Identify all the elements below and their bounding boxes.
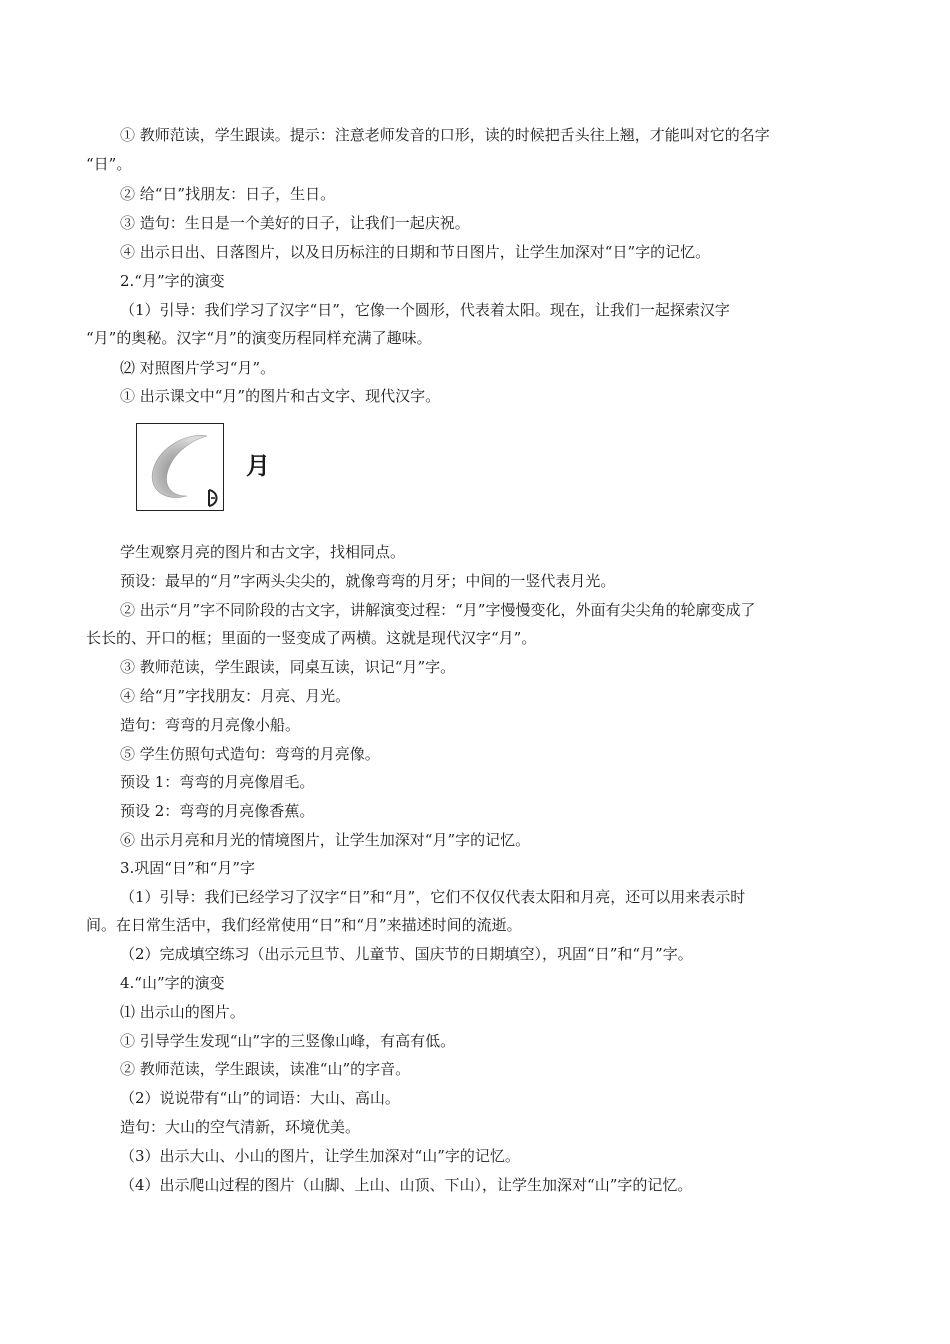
- paragraph-line: 造句：大山的空气清新，环境优美。: [120, 1118, 361, 1136]
- paragraph-line: ② 教师范读，学生跟读，读准“山”的字音。: [120, 1060, 411, 1078]
- paragraph-line: “日”。: [86, 155, 132, 173]
- paragraph-line: ⑤ 学生仿照句式造句：弯弯的月亮像。: [120, 745, 380, 763]
- paragraph-line: （1）引导：我们已经学习了汉字“日”和“月”，它们不仅仅代表太阳和月亮，还可以用来表示时: [120, 888, 746, 906]
- paragraph-line: ③ 造句：生日是一个美好的日子，让我们一起庆祝。: [120, 214, 470, 232]
- paragraph-line: ① 教师范读，学生跟读。提示：注意老师发音的口形，读的时候把舌头往上翘，才能叫对它的名字: [120, 126, 770, 144]
- paragraph-line: （1）引导：我们学习了汉字“日”，它像一个圆形，代表着太阳。现在，让我们一起探索汉字: [120, 301, 730, 319]
- paragraph-line: 预设：最早的“月”字两头尖尖的，就像弯弯的月牙；中间的一竖代表月光。: [120, 572, 616, 590]
- paragraph-line: ⑵ 对照图片学习“月”。: [120, 359, 276, 377]
- modern-character: 月: [246, 452, 270, 480]
- paragraph-line: ② 出示“月”字不同阶段的古文字，讲解演变过程：“月”字慢慢变化，外面有尖尖角的轮廓变成了: [120, 601, 756, 619]
- paragraph-line: （3）出示大山、小山的图片，让学生加深对“山”字的记忆。: [120, 1147, 520, 1165]
- paragraph-line: 预设 1：弯弯的月亮像眉毛。: [120, 773, 315, 791]
- section-heading: 3.巩固“日”和“月”字: [120, 859, 255, 877]
- paragraph-line: ③ 教师范读，学生跟读，同桌互读，识记“月”字。: [120, 658, 456, 676]
- paragraph-line: ⑴ 出示山的图片。: [120, 1003, 245, 1021]
- paragraph-line: 间。在日常生活中，我们经常使用“日”和“月”来描述时间的流逝。: [86, 916, 522, 934]
- paragraph-line: ① 引导学生发现“山”字的三竖像山峰，有高有低。: [120, 1032, 456, 1050]
- paragraph-line: ④ 出示日出、日落图片，以及日历标注的日期和节日图片，让学生加深对“日”字的记忆。: [120, 243, 711, 261]
- paragraph-line: ① 出示课文中“月”的图片和古文字、现代汉字。: [120, 387, 441, 405]
- paragraph-line: ② 给“日”找朋友：日子，生日。: [120, 185, 336, 203]
- paragraph-line: 学生观察月亮的图片和古文字，找相同点。: [120, 543, 406, 561]
- paragraph-line: “月”的奥秘。汉字“月”的演变历程同样充满了趣味。: [86, 329, 432, 347]
- paragraph-line: ④ 给“月”字找朋友：月亮、月光。: [120, 687, 351, 705]
- moon-picture: [136, 423, 224, 511]
- paragraph-line: （4）出示爬山过程的图片（山脚、上山、山顶、下山），让学生加深对“山”字的记忆。: [120, 1176, 693, 1194]
- crescent-moon-icon: [137, 424, 222, 509]
- paragraph-line: 长长的、开口的框；里面的一竖变成了两横。这就是现代汉字“月”。: [86, 629, 537, 647]
- section-heading: 2.“月”字的演变: [120, 272, 225, 290]
- paragraph-line: 预设 2：弯弯的月亮像香蕉。: [120, 802, 315, 820]
- paragraph-line: （2）说说带有“山”的词语：大山、高山。: [120, 1089, 400, 1107]
- section-heading: 4.“山”字的演变: [120, 974, 225, 992]
- paragraph-line: （2）完成填空练习（出示元旦节、儿童节、国庆节的日期填空），巩固“日”和“月”字。: [120, 945, 693, 963]
- paragraph-line: ⑥ 出示月亮和月光的情境图片，让学生加深对“月”字的记忆。: [120, 831, 531, 849]
- paragraph-line: 造句：弯弯的月亮像小船。: [120, 716, 301, 734]
